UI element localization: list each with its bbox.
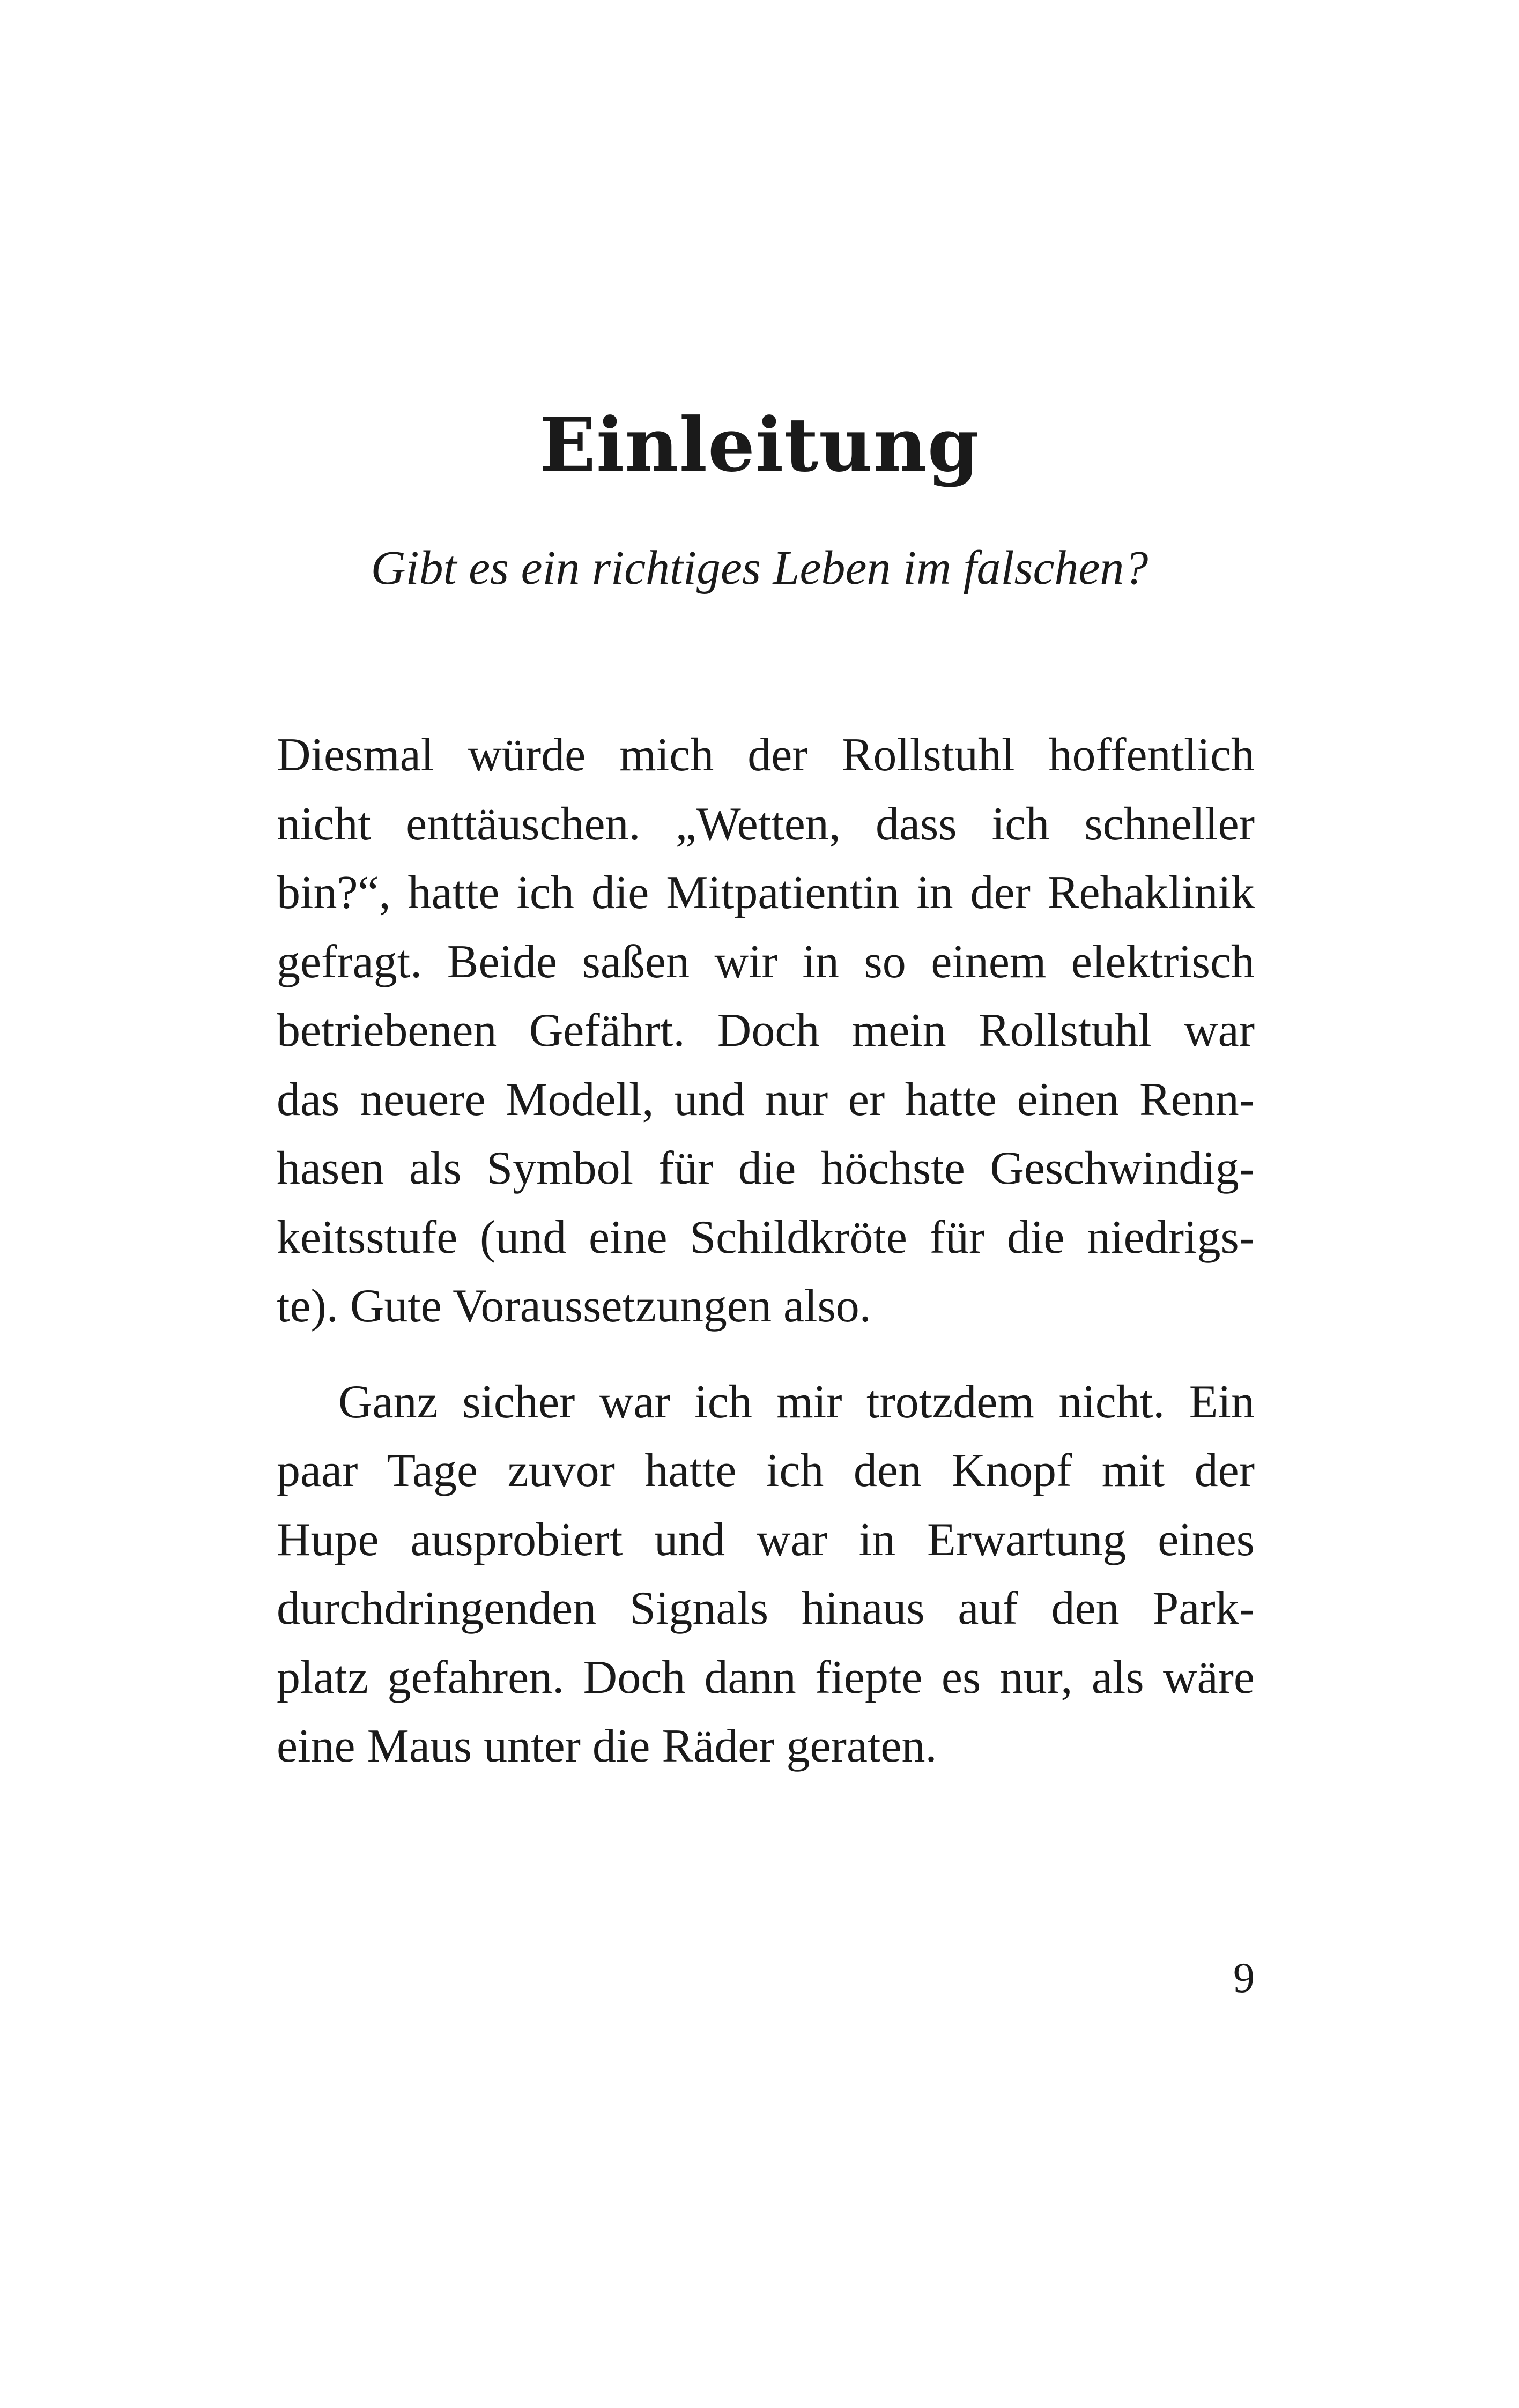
text-line: nicht enttäuschen. „Wetten, dass ich schneller [277,798,1255,850]
text-line: paar Tage zuvor hatte ich den Knopf mit der [277,1445,1255,1497]
text-line: hasen als Symbol für die höchste Geschwindig- [277,1142,1255,1194]
text-line: platz gefahren. Doch dann fiepte es nur, als wäre [277,1651,1255,1704]
text-line: betriebenen Gefährt. Doch mein Rollstuhl war [277,1005,1255,1057]
paragraph-spacer [277,1341,1255,1368]
text-line: bin?“, hatte ich die Mitpatientin in der Rehaklinik [277,867,1255,919]
text-line: keitsstufe (und eine Schildkröte für die niedrigs- [277,1211,1255,1264]
text-line: Hupe ausprobiert und war in Erwartung eines [277,1513,1255,1566]
text-line: eine Maus unter die Räder geraten. [277,1720,937,1772]
paragraph-2 [277,1368,1255,1781]
chapter-epigraph: Gibt es ein richtiges Leben im falschen? [371,541,1148,594]
text-line: das neuere Modell, und nur er hatte einen Renn- [277,1073,1255,1126]
page-number: 9 [1233,1954,1255,2002]
paragraph-1 [277,721,1255,1341]
text-line: Ganz sicher war ich mir trotzdem nicht. Ein [338,1376,1255,1428]
text-line: durchdringenden Signals hinaus auf den Park- [277,1582,1255,1634]
text-line: te). Gute Voraussetzungen also. [277,1280,871,1332]
body-text [277,721,1255,1781]
text-line: gefragt. Beide saßen wir in so einem elektrisch [277,935,1255,988]
text-line: Diesmal würde mich der Rollstuhl hoffentlich [277,729,1255,781]
chapter-title: Einleitung [539,401,980,488]
